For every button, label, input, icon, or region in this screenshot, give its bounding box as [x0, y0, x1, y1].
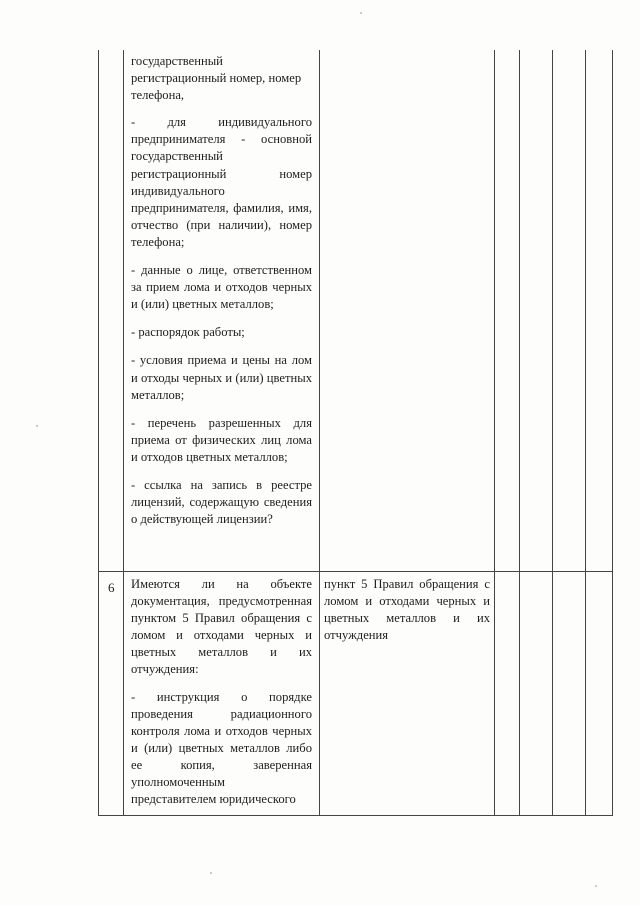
paragraph-entrepreneur: - для индивидуального предпринимателя - основной государственный регистрационный номер индивидуального предпринимателя, фамилия, имя, отчество (при наличии), номер телефона;	[131, 115, 312, 249]
paragraph-license-link: - ссылка на запись в реестре лицензий, содержащую сведения о действующей лицензии?	[131, 477, 312, 527]
paragraph-org-number: государственный регистрационный номер, номер телефона,	[131, 54, 302, 103]
paragraph-schedule: - распорядок работы;	[131, 325, 245, 340]
table-border-left	[98, 50, 99, 816]
paragraph-allowed-list: - перечень разрешенных для приема от физических лиц лома и отходов цветных металлов;	[131, 415, 312, 464]
paragraph-conditions: - условия приема и цены на лом и отходы черных и (или) цветных металлов;	[131, 353, 312, 402]
table-col-divider	[552, 50, 553, 816]
continued-requirements-cell	[131, 53, 312, 528]
table-col-divider	[319, 50, 320, 816]
table-col-divider	[123, 50, 124, 816]
scan-speck	[595, 885, 597, 887]
table-col-divider	[519, 50, 520, 816]
paragraph-documentation-question: Имеются ли на объекте документация, предусмотренная пунктом 5 Правил обращения с ломом и отходами черных и цветных металлов и их отчуждения:	[131, 577, 312, 677]
scan-speck	[210, 872, 212, 874]
table-col-divider	[494, 50, 495, 816]
paragraph-radiation-instruction: - инструкция о порядке проведения радиационного контроля лома и отходов черных и (или) цветных металлов либо ее копия, заверенная уполномоченным представителем юридического	[131, 689, 312, 807]
table-border-bottom	[98, 815, 613, 816]
paragraph-legal-reference: пункт 5 Правил обращения с ломом и отходами черных и цветных металлов и их отчуждения	[324, 577, 490, 643]
row-number: 6	[108, 580, 115, 595]
scan-speck	[36, 425, 38, 427]
table-border-right	[612, 50, 613, 816]
scan-speck	[360, 12, 362, 14]
row6-question-cell	[131, 576, 312, 808]
paragraph-responsible-person: - данные о лице, ответственном за прием лома и отходов черных и (или) цветных металлов;	[131, 263, 312, 312]
table-col-divider	[585, 50, 586, 816]
table-row-divider	[98, 571, 613, 572]
row6-reference-cell	[324, 576, 490, 644]
